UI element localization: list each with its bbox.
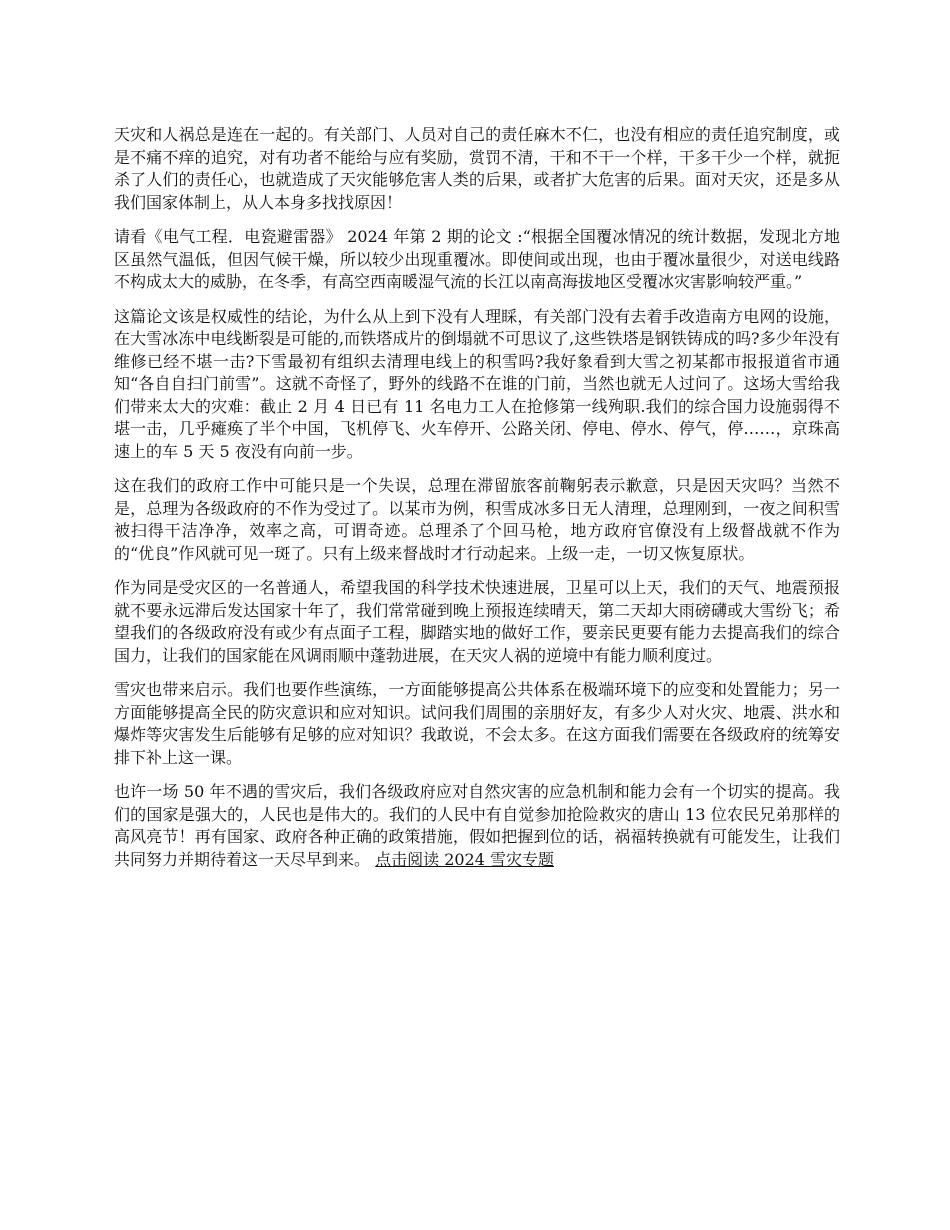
paragraph-conclusion [114, 781, 840, 871]
paragraph-lessons: 雪灾也带来启示。我们也要作些演练，一方面能够提高公共体系在极端环境下的应变和处置能力；另一方面能够提高全民的防灾意识和应对知识。试问我们周围的亲朋好友，有多少人对火灾、地震、洪水和爆炸等灾害发生后能够有足够的应对知识？我敢说，不会太多。在这方面我们需要在各级政府的统筹安排下补上这一课。 [114, 680, 840, 767]
paragraph-responsibility: 天灾和人祸总是连在一起的。有关部门、人员对自己的责任麻木不仁，也没有相应的责任追究制度，或是不痛不痒的追究，对有功者不能给与应有奖励，赏罚不清，干和不干一个样，干多干少一个样，就扼杀了人们的责任心，也就造成了天灾能够危害人类的后果，或者扩大危害的后果。面对天灾，还是多从我们国家体制上，从人本身多找找原因！ [114, 125, 840, 212]
paragraph-government-work: 这在我们的政府工作中可能只是一个失误，总理在滞留旅客前鞠躬表示歉意，只是因天灾吗？当然不是，总理为各级政府的不作为受过了。以某市为例，积雪成冰多日无人清理，总理刚到，一夜之间积雪被扫得干洁净净，效率之高，可谓奇迹。总理杀了个回马枪，地方政府官僚没有上级督战就不作为的“优良”作风就可见一斑了。只有上级来督战时才行动起来。上级一走，一切又恢复原状。 [114, 476, 840, 563]
conclusion-text: 也许一场 50 年不遇的雪灾后，我们各级政府应对自然灾害的应急机制和能力会有一个切实的提高。我们的国家是强大的，人民也是伟大的。我们的人民中有自觉参加抢险救灾的唐山 13 位农民兄弟那样的高风亮节！再有国家、政府各种正确的政策措施，假如把握到位的话，祸福转换就有可能发生，让我们共同努力并期待着这一天尽早到来。 [114, 782, 840, 869]
paragraph-paper-citation: 请看《电气工程．电瓷避雷器》 2024 年第 2 期的论文 :“根据全国覆冰情况的统计数据，发现北方地区虽然气温低，但因气候干燥，所以较少出现重覆冰。即使间或出现，也由于覆冰量很少，对送电线路不构成太大的威胁，在冬季，有高空西南暖湿气流的长江以南高海拔地区受覆冰灾害影响较严重。” [114, 227, 840, 291]
article-body [114, 124, 840, 883]
paragraph-power-grid: 这篇论文该是权威性的结论，为什么从上到下没有人理睬，有关部门没有去着手改造南方电网的设施， 在大雪冰冻中电线断裂是可能的,而铁塔成片的倒塌就不可思议了,这些铁塔是钢铁铸成的吗?多少年没有维修已经不堪一击?下雪最初有组织去清理电线上的积雪吗?我好象看到大雪之初某都市报报道省市通知“各自自扫门前雪”。这就不奇怪了，野外的线路不在谁的门前，当然也就无人过问了。这场大雪给我们带来太大的灾难：截止 2 月 4 日已有 11 名电力工人在抢修第一线殉职.我们的综合国力设施弱得不堪一击，几乎瘫痪了半个中国，飞机停飞、火车停开、公路关闭、停电、停水、停气，停……，京珠高速上的车 5 天 5 夜没有向前一步。 [114, 306, 840, 461]
paragraph-hopes: 作为同是受灾区的一名普通人，希望我国的科学技术快速进展，卫星可以上天，我们的天气、地震预报就不要永远滞后发达国家十年了，我们常常碰到晚上预报连续晴天，第二天却大雨磅礴或大雪纷飞；希望我们的各级政府没有或少有点面子工程，脚踏实地的做好工作，要亲民更要有能力去提高我们的综合国力，让我们的国家能在风调雨顺中蓬勃进展，在天灾人祸的逆境中有能力顺利度过。 [114, 578, 840, 665]
read-more-link[interactable]: 点击阅读 2024 雪灾专题 [375, 849, 555, 869]
